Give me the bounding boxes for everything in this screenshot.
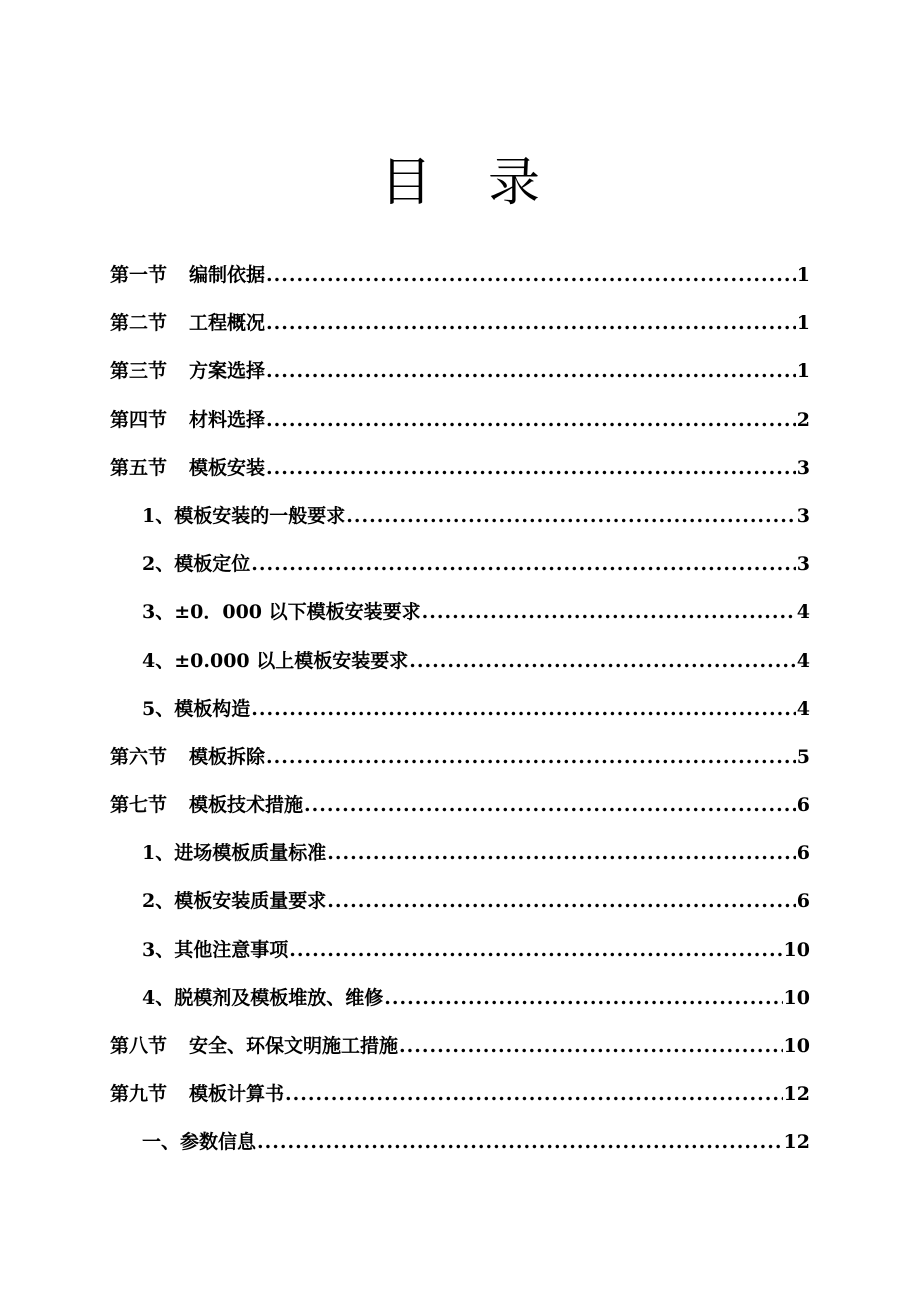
toc-entry-text: 模板技术措施 <box>189 794 304 817</box>
toc-entry-label <box>142 646 408 673</box>
toc-dot-leader <box>304 794 796 816</box>
toc-entry-label <box>110 356 265 383</box>
toc-page-number: 1 <box>796 360 810 383</box>
toc-entry[interactable] <box>110 790 810 838</box>
toc-entry-text: 方案选择 <box>189 360 266 383</box>
toc-entry-label <box>142 886 326 913</box>
toc-entry[interactable] <box>110 356 810 404</box>
toc-entry-text: 模板拆除 <box>189 745 266 768</box>
toc-entry-label <box>142 983 383 1010</box>
toc-page-number: 3 <box>796 504 810 527</box>
toc-entry-text: 4、±0.000 以上模板安装要求 <box>142 649 409 672</box>
toc-page-number: 6 <box>796 890 810 913</box>
toc-page-number: 1 <box>796 264 810 286</box>
toc-dot-leader <box>266 312 796 334</box>
toc-entry[interactable] <box>110 742 810 790</box>
toc-page-number: 5 <box>796 745 810 768</box>
toc-entry-text: 模板安装 <box>189 456 266 479</box>
toc-entry-text: 3、±0．000 以下模板安装要求 <box>142 601 421 624</box>
toc-entry[interactable] <box>110 453 810 501</box>
toc-section-number: 第二节 <box>110 312 168 335</box>
toc-entry-text: 1、模板安装的一般要求 <box>142 504 346 527</box>
toc-page-number: 10 <box>783 1035 810 1057</box>
toc-entry-label <box>142 501 345 528</box>
toc-entry-text: 3、其他注意事项 <box>142 938 289 961</box>
toc-entry-label <box>110 405 265 432</box>
toc-dot-leader <box>327 842 796 864</box>
toc-dot-leader <box>346 505 796 527</box>
toc-entry-text: 模板计算书 <box>189 1083 285 1106</box>
toc-entry-label <box>110 1031 398 1058</box>
toc-entry-text: 编制依据 <box>189 264 266 286</box>
toc-entry-label <box>142 838 326 865</box>
toc-dot-leader <box>422 601 796 623</box>
toc-dot-leader <box>327 890 796 912</box>
toc-entry-text: 2、模板定位 <box>142 553 251 576</box>
toc-entry-label <box>142 597 421 624</box>
toc-page-number: 10 <box>783 986 810 1009</box>
toc-entry[interactable] <box>110 1031 810 1079</box>
toc-dot-leader <box>257 1131 783 1153</box>
toc-entry-label <box>110 1079 284 1106</box>
toc-entry[interactable] <box>110 1127 810 1175</box>
toc-page-number: 1 <box>796 312 810 335</box>
toc-section-number: 第三节 <box>110 360 168 383</box>
toc-dot-leader <box>399 1035 783 1057</box>
toc-page-number: 3 <box>796 456 810 479</box>
toc-page-number: 4 <box>796 601 810 624</box>
toc-entry-text: 工程概况 <box>189 312 266 335</box>
toc-page-number: 10 <box>783 938 810 961</box>
toc-page-number: 3 <box>796 553 810 576</box>
toc-entry-label <box>142 935 288 962</box>
toc-page-number: 12 <box>783 1083 810 1106</box>
toc-page-number: 12 <box>783 1131 810 1154</box>
toc-entry[interactable] <box>110 838 810 886</box>
toc-entry[interactable] <box>110 935 810 983</box>
toc-dot-leader <box>409 650 796 672</box>
page-title: 目录 <box>379 152 596 213</box>
toc-entry-label <box>142 694 250 721</box>
toc-entry[interactable] <box>110 260 810 308</box>
toc-section-number: 第四节 <box>110 408 168 431</box>
toc-entry[interactable] <box>110 405 810 453</box>
toc-entry-text: 1、进场模板质量标准 <box>142 842 327 865</box>
toc-dot-leader <box>266 457 796 479</box>
toc-dot-leader <box>266 409 796 431</box>
toc-entry[interactable] <box>110 597 810 645</box>
toc-entry-text: 5、模板构造 <box>142 697 251 720</box>
toc-entry-text: 材料选择 <box>189 408 266 431</box>
toc-dot-leader <box>266 746 796 768</box>
toc-dot-leader <box>285 1083 783 1105</box>
toc-entry[interactable] <box>110 549 810 597</box>
toc-dot-leader <box>289 939 782 961</box>
toc-entry[interactable] <box>110 694 810 742</box>
toc-entry[interactable] <box>110 886 810 934</box>
toc-entry-text: 2、模板安装质量要求 <box>142 890 327 913</box>
table-of-contents <box>110 260 810 1176</box>
toc-section-number: 第五节 <box>110 456 168 479</box>
toc-section-number: 第八节 <box>110 1035 168 1057</box>
toc-entry-text: 一、参数信息 <box>142 1131 257 1154</box>
toc-section-number: 第七节 <box>110 794 168 817</box>
toc-entry-text: 安全、环保文明施工措施 <box>189 1035 399 1057</box>
toc-section-number: 第一节 <box>110 264 168 286</box>
toc-dot-leader <box>251 553 796 575</box>
toc-entry[interactable] <box>110 646 810 694</box>
toc-entry[interactable] <box>110 501 810 549</box>
toc-entry-label <box>110 308 265 335</box>
toc-page-number: 2 <box>796 408 810 431</box>
toc-dot-leader <box>266 360 796 382</box>
toc-dot-leader <box>251 698 796 720</box>
toc-section-number: 第九节 <box>110 1083 168 1106</box>
toc-entry[interactable] <box>110 983 810 1031</box>
toc-page-number: 6 <box>796 842 810 865</box>
toc-entry-label <box>110 260 265 287</box>
toc-entry[interactable] <box>110 1079 810 1127</box>
toc-entry-label <box>142 549 250 576</box>
toc-entry[interactable] <box>110 308 810 356</box>
toc-page-number: 4 <box>796 649 810 672</box>
toc-entry-label <box>142 1127 256 1154</box>
toc-page-number: 6 <box>796 794 810 817</box>
toc-dot-leader <box>266 264 796 286</box>
toc-page-number: 4 <box>796 697 810 720</box>
toc-entry-text: 4、脱模剂及模板堆放、维修 <box>142 986 384 1009</box>
toc-entry-label <box>110 742 265 769</box>
toc-dot-leader <box>384 987 782 1009</box>
toc-entry-label <box>110 453 265 480</box>
toc-section-number: 第六节 <box>110 745 168 768</box>
toc-entry-label <box>110 790 303 817</box>
